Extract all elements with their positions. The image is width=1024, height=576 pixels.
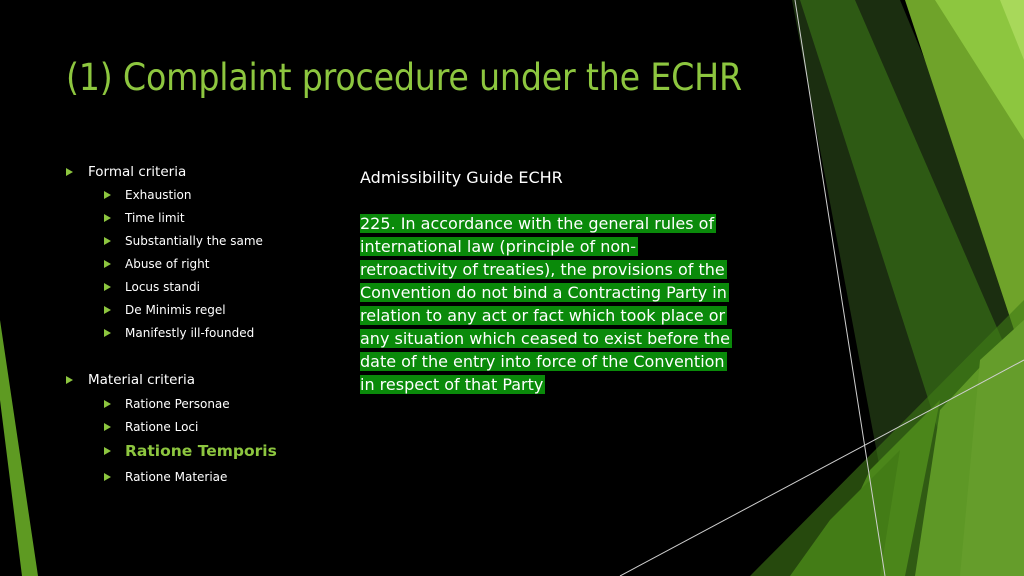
list-item	[104, 257, 209, 271]
list-item-text: Substantially the same	[125, 234, 263, 248]
bullet-triangle-icon	[104, 237, 111, 245]
quoted-paragraph	[360, 212, 780, 396]
bullet-triangle-icon	[104, 400, 111, 408]
bullet-triangle-icon	[104, 214, 111, 222]
list-item-text: Ratione Personae	[125, 397, 230, 411]
list-item	[104, 188, 192, 202]
list-item-highlighted	[104, 442, 277, 460]
bullet-triangle-icon	[104, 260, 111, 268]
paragraph-line: 225. In accordance with the general rules of	[360, 214, 715, 233]
slide-title: (1) Complaint procedure under the ECHR	[66, 56, 742, 99]
list-item	[104, 397, 230, 411]
bullet-triangle-icon	[104, 423, 111, 431]
paragraph-line: relation to any act or fact which took place or	[360, 306, 726, 325]
list-item-text: Locus standi	[125, 280, 200, 294]
material-criteria-label: Material criteria	[88, 372, 196, 388]
list-item-text: Ratione Materiae	[125, 470, 228, 484]
bullet-triangle-icon	[104, 473, 111, 481]
list-item	[104, 470, 227, 484]
list-item-text: Ratione Temporis	[125, 442, 277, 460]
list-item	[104, 234, 263, 248]
bullet-triangle-icon	[104, 283, 111, 291]
list-item-text: Abuse of right	[125, 257, 210, 271]
list-item-text: Manifestly ill-founded	[125, 326, 255, 340]
list-item-text: Ratione Loci	[125, 420, 199, 434]
list-item-material-criteria	[66, 372, 195, 388]
paragraph-line: international law (principle of non-	[360, 237, 637, 256]
list-item	[104, 280, 200, 294]
bullet-triangle-icon	[66, 376, 73, 384]
paragraph-line: in respect of that Party	[360, 375, 544, 394]
list-item	[104, 211, 185, 225]
list-item-formal-criteria	[66, 164, 186, 180]
bullet-triangle-icon	[104, 306, 111, 314]
bullet-triangle-icon	[104, 191, 111, 199]
list-item-text: De Minimis regel	[125, 303, 226, 317]
list-item	[104, 326, 254, 340]
list-item	[104, 303, 226, 317]
paragraph-line: any situation which ceased to exist before the	[360, 329, 730, 348]
paragraph-line: Convention do not bind a Contracting Party in	[360, 283, 727, 302]
list-item-text: Exhaustion	[125, 188, 192, 202]
guide-heading: Admissibility Guide ECHR	[360, 168, 563, 187]
paragraph-line: date of the entry into force of the Convention	[360, 352, 725, 371]
list-item	[104, 420, 198, 434]
list-item-text: Time limit	[125, 211, 185, 225]
formal-criteria-label: Formal criteria	[88, 164, 187, 180]
paragraph-line: retroactivity of treaties), the provisions of the	[360, 260, 725, 279]
bullet-triangle-icon	[104, 447, 111, 455]
bullet-triangle-icon	[104, 329, 111, 337]
bullet-triangle-icon	[66, 168, 73, 176]
